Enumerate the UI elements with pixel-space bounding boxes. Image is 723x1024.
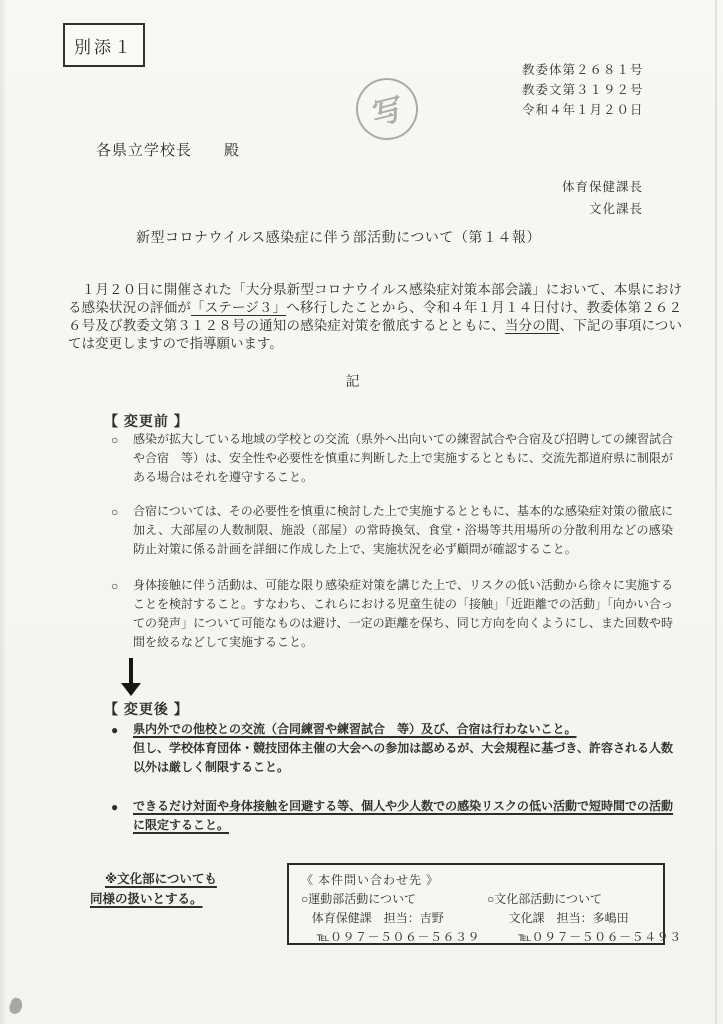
after-bullet-item [111,797,673,835]
down-arrow-head [121,683,141,696]
after-bullet-main-underlined: できるだけ対面や身体接触を回避する等、個人や少人数での感染リスクの低い活動で短時間での活動に限定すること。 [133,799,673,832]
contact-info-box [287,863,682,945]
contact-tel-row [301,928,682,947]
circle-bullet-icon: ○ [111,579,119,593]
down-arrow-icon [119,658,143,698]
before-bullet-item [111,502,673,559]
contact-staff-row [301,909,653,928]
before-bullet-item [111,430,673,487]
after-bullet-note: 但し、学校体育団体・競技団体主催の大会への参加は認めるが、大会規程に基づき、許容される人数以外は厳しく制限すること。 [133,741,673,774]
doc-number-line: 教委体第２６８１号 [522,63,644,77]
copy-stamp-character: 写 [370,92,405,133]
culture-club-note [90,869,270,909]
intro-underlined-stage: 「ステージ３」 [191,300,287,315]
contact-box-heading: 《 本件問い合わせ先 》 [301,873,440,887]
after-section-heading: 【 変更後 】 [104,701,189,717]
culture-club-contact-staff: 文化課 担当：多嶋田 [508,911,629,925]
sports-club-contact-title: ○運動部活動について [301,892,417,906]
document-title: 新型コロナウイルス感染症に伴う部活動について（第１４報） [136,231,541,246]
contact-titles-row [301,890,653,909]
down-arrow-stem [129,658,133,684]
before-bullet-text: 感染が拡大している地域の学校との交流（県外へ出向いての練習試合や合宿及び招聘しての練習試合や合宿 等）は、安全性や必要性を慎重に判断した上で実施するとともに、交流先都道府県に制限がある場合はそれを遵守すること。 [133,432,674,484]
attachment-label-box [63,23,145,67]
before-section-heading: 【 変更前 】 [104,413,189,429]
intro-segment: 、下記の事項については変更しますので指導願います。 [68,318,683,351]
copy-stamp-icon [351,73,423,145]
culture-club-contact-title: ○文化部活動について [487,892,603,906]
culture-club-contact-tel: ℡０９７－５０６－５４９３ [518,930,682,944]
culture-note-line: ※文化部についても [105,872,217,886]
culture-note-line: 同様の扱いとする。 [90,892,203,906]
intro-segment: へ移行したことから、令和４年１月１４日付け、教委体第２６２６号及び教委文第３１２８号の通知の感染症対策を徹底するとともに、 [68,300,682,333]
document-numbers [522,60,644,120]
intro-segment: １月２０日に開催された「大分県新型コロナウイルス感染症対策本部会議」において、本県における感染状況の評価が [68,282,682,315]
scan-smudge-mark [8,997,24,1016]
sender-line: 文化課長 [588,202,643,216]
document-date: 令和４年１月２０日 [522,103,644,117]
intro-paragraph [68,281,682,353]
after-bullet-text [133,720,673,777]
scan-edge-shading [0,0,7,1024]
attachment-label: 別添１ [74,37,134,57]
sender-line: 体育保健課長 [561,180,643,194]
sender-block [562,176,643,220]
intro-underlined-duration: 当分の間 [504,318,560,333]
doc-number-line: 教委文第３１９２号 [522,83,644,97]
before-bullet-text: 身体接触に伴う活動は、可能な限り感染症対策を講じた上で、リスクの低い活動から徐々に実施することを検討すること。すなわち、これらにおける児童生徒の「接触」「近距離での活動」「向かい合っての発声」について可能なものは避け、一定の距離を保ち、同じ方向を向くようにし、また回数や時間を絞るなどして実施すること。 [133,578,674,649]
addressee-line: 各県立学校長 殿 [96,143,241,159]
filled-circle-bullet-icon: ● [111,723,119,737]
before-bullet-text: 合宿については、その必要性を慎重に検討した上で実施するとともに、基本的な感染症対策の徹底に加え、大部屋の人数制限、施設（部屋）の常時換気、食堂・浴場等共用場所の分散利用などの感染防止対策に係る計画を詳細に作成した上で、実施状況を必ず顧問が確認すること。 [133,504,673,556]
scan-edge-line [715,0,717,1024]
before-bullet-item [111,576,673,652]
sports-club-contact-staff: 体育保健課 担当：吉野 [311,911,444,925]
after-bullet-item [111,720,673,777]
circle-bullet-icon: ○ [111,505,119,519]
circle-bullet-icon: ○ [111,433,119,447]
filled-circle-bullet-icon: ● [111,800,119,814]
after-bullet-main-underlined: 県内外での他校との交流（合同練習や練習試合 等）及び、合宿は行わないこと。 [133,722,577,736]
sports-club-contact-tel: ℡０９７－５０６－５６３９ [316,930,480,944]
after-bullet-text [133,797,673,835]
record-mark: 記 [345,375,360,390]
